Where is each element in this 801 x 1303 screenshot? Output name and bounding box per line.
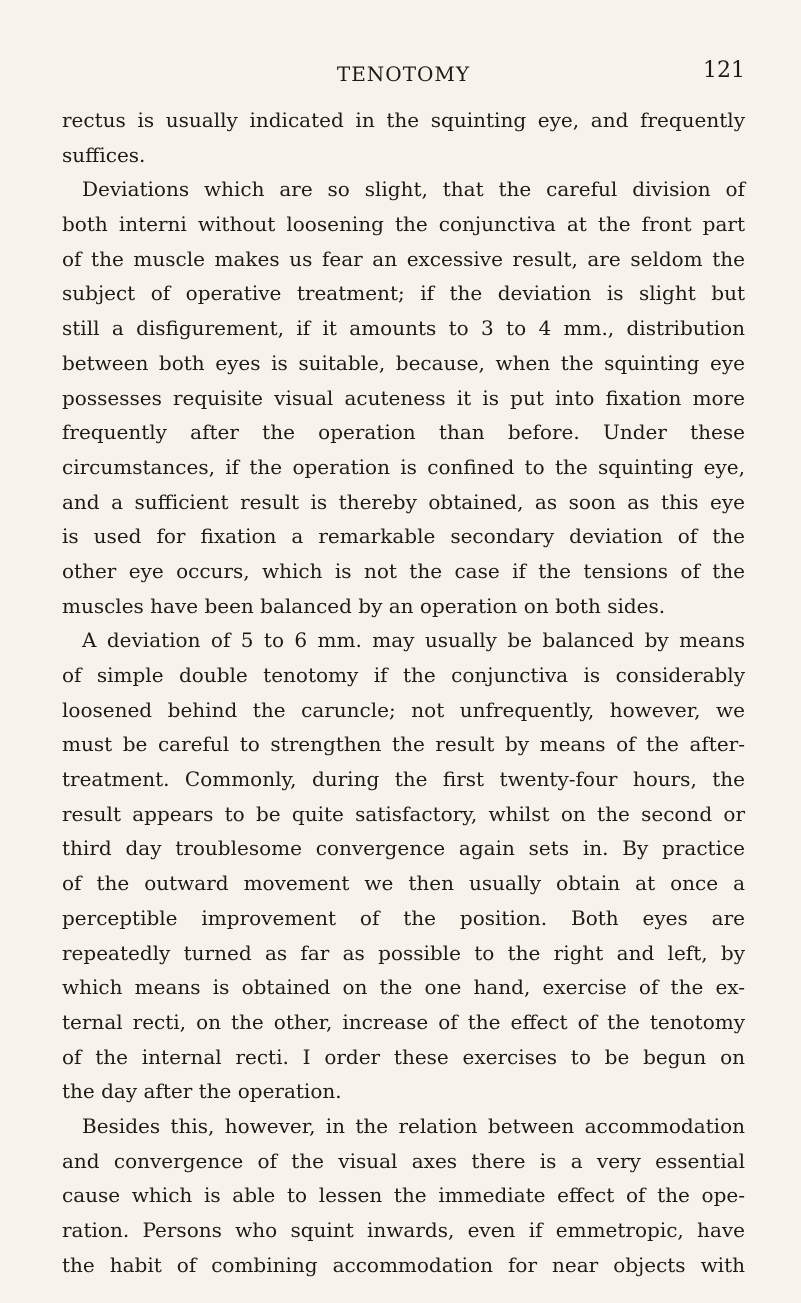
text-line: the day after the operation. — [62, 1079, 342, 1104]
text-line: between both eyes is suitable, because, when the squinting eye — [62, 350, 745, 375]
text-line: repeatedly turned as far as possible to the right and left, by — [62, 940, 745, 965]
text-line: other eye occurs, which is not the case if the tensions of the — [62, 558, 745, 583]
text-line: still a disfigurement, if it amounts to 3 to 4 mm., distribution — [62, 316, 745, 341]
body-text — [62, 103, 745, 1282]
text-line: and convergence of the visual axes there is a very essential — [62, 1148, 745, 1173]
text-line: loosened behind the caruncle; not unfrequently, however, we — [62, 697, 745, 722]
text-line: Besides this, however, in the relation between accommodation — [82, 1113, 745, 1138]
text-line: subject of operative treatment; if the deviation is slight but — [62, 281, 745, 306]
text-line: is used for fixation a remarkable secondary deviation of the — [62, 524, 745, 549]
text-line: ration. Persons who squint inwards, even if emmetropic, have — [62, 1218, 745, 1242]
text-line: frequently after the operation than before. Under these — [62, 420, 745, 445]
text-line: cause which is able to lessen the immediate effect of the ope- — [62, 1183, 745, 1208]
text-line: rectus is usually indicated in the squinting eye, and frequently — [62, 108, 745, 132]
running-head — [62, 58, 745, 92]
text-line: of the muscle makes us fear an excessive result, are seldom the — [62, 246, 745, 271]
running-title: TENOTOMY — [336, 62, 471, 86]
text-line: suffices. — [62, 142, 146, 167]
text-line: of the internal recti. I order these exercises to be begun on — [62, 1044, 745, 1069]
text-line: of the outward movement we then usually obtain at once a — [62, 871, 745, 896]
text-line: ternal recti, on the other, increase of the effect of the tenotomy — [62, 1009, 745, 1034]
text-line: circumstances, if the operation is confined to the squinting eye, — [62, 454, 745, 479]
text-line: must be careful to strengthen the result by means of the after- — [62, 732, 745, 757]
text-line: which means is obtained on the one hand, exercise of the ex- — [62, 975, 745, 1000]
text-line: perceptible improvement of the position. Both eyes are — [62, 905, 745, 930]
text-line: treatment. Commonly, during the first twenty-four hours, the — [62, 767, 745, 792]
page-number: 121 — [703, 58, 745, 83]
text-line: result appears to be quite satisfactory, whilst on the second or — [62, 801, 745, 826]
text-line: Deviations which are so slight, that the careful division of — [82, 177, 745, 202]
text-line: possesses requisite visual acuteness it is put into fixation more — [62, 385, 745, 410]
text-line: A deviation of 5 to 6 mm. may usually be balanced by means — [82, 628, 745, 653]
text-line: the habit of combining accommodation for near objects with — [62, 1252, 745, 1277]
text-line: third day troublesome convergence again sets in. By practice — [62, 836, 745, 861]
text-line: and a sufficient result is thereby obtained, as soon as this eye — [62, 489, 745, 514]
text-line: muscles have been balanced by an operation on both sides. — [62, 593, 666, 618]
text-line: both interni without loosening the conjunctiva at the front part — [62, 212, 745, 237]
text-line: of simple double tenotomy if the conjunctiva is considerably — [62, 663, 745, 687]
